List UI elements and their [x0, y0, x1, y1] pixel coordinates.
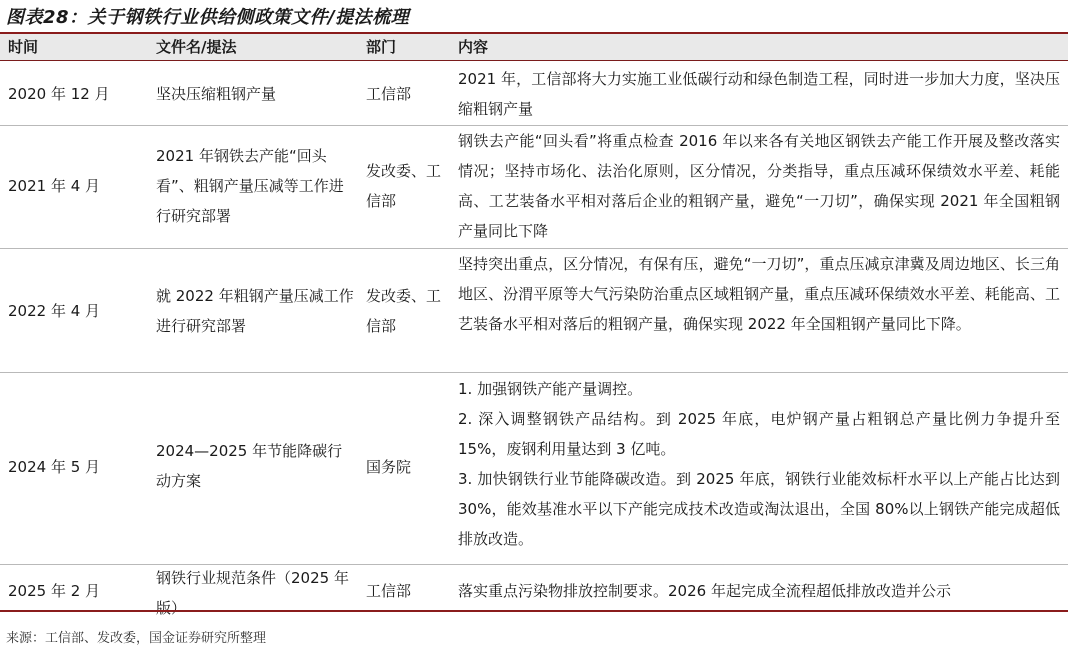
table-title: 图表28：关于钢铁行业供给侧政策文件/提法梳理	[6, 7, 410, 28]
row-dept: 发改委、工信部	[366, 287, 442, 335]
header-time: 时间	[8, 38, 39, 56]
row-doc: 就 2022 年粗钢产量压减工作进行研究部署	[156, 287, 354, 335]
row-divider	[0, 372, 1068, 373]
row-time: 2024 年 5 月	[8, 458, 101, 476]
row-content: 钢铁去产能“回头看”将重点检查 2016 年以来各有关地区钢铁去产能工作开展及整改落实情况；坚持市场化、法治化原则，区分情况，分类指导，重点压减环保绩效水平差、耗能高、工艺装备水平相对落后企业的粗钢产量，避免“一刀切”，确保实现 2021 年全国粗钢产量同比下降	[458, 132, 1060, 240]
row-doc: 2021 年钢铁去产能“回头看”、粗钢产量压减等工作进行研究部署	[156, 147, 344, 225]
row-dept: 国务院	[366, 458, 412, 476]
row-doc: 坚决压缩粗钢产量	[156, 85, 277, 103]
header-rule	[0, 60, 1068, 61]
row-content: 2021 年，工信部将大力实施工业低碳行动和绿色制造工程，同时进一步加大力度，坚决压缩粗钢产量	[458, 70, 1060, 118]
header-doc: 文件名/提法	[156, 38, 237, 56]
header-content: 内容	[458, 38, 489, 56]
row-doc: 钢铁行业规范条件（2025 年版）	[156, 569, 349, 617]
row-time: 2020 年 12 月	[8, 85, 110, 103]
row-dept: 工信部	[366, 582, 412, 600]
row-dept: 工信部	[366, 85, 412, 103]
content-item-2: 2. 深入调整钢铁产品结构。到 2025 年底，电炉钢产量占粗钢总产量比例力争提升至 15%，废钢利用量达到 3 亿吨。	[458, 410, 1060, 458]
content-item-3: 3. 加快钢铁行业节能降碳改造。到 2025 年底，钢铁行业能效标杆水平以上产能占比达到 30%，能效基准水平以下产能完成技术改造或淘汰退出，全国 80%以上钢铁产能完成超低排放改造。	[458, 470, 1060, 548]
row-content: 落实重点污染物排放控制要求。2026 年起完成全流程超低排放改造并公示	[458, 582, 951, 600]
row-time: 2022 年 4 月	[8, 302, 101, 320]
row-content: 坚持突出重点，区分情况，有保有压，避免“一刀切”，重点压减京津冀及周边地区、长三角地区、汾渭平原等大气污染防治重点区域粗钢产量，重点压减环保绩效水平差、耗能高、工艺装备水平相对落后的粗钢产量，确保实现 2022 年全国粗钢产量同比下降。	[458, 255, 1060, 333]
table-bottom-rule	[0, 610, 1068, 612]
row-doc: 2024—2025 年节能降碳行动方案	[156, 442, 343, 490]
row-content	[458, 374, 1060, 554]
row-dept: 发改委、工信部	[366, 162, 442, 210]
header-dept: 部门	[366, 38, 397, 56]
row-time: 2021 年 4 月	[8, 177, 101, 195]
content-item-1: 1. 加强钢铁产能产量调控。	[458, 380, 643, 398]
row-time: 2025 年 2 月	[8, 582, 101, 600]
source-note: 来源：工信部、发改委，国金证券研究所整理	[6, 631, 267, 646]
table-header-row	[0, 34, 1068, 60]
